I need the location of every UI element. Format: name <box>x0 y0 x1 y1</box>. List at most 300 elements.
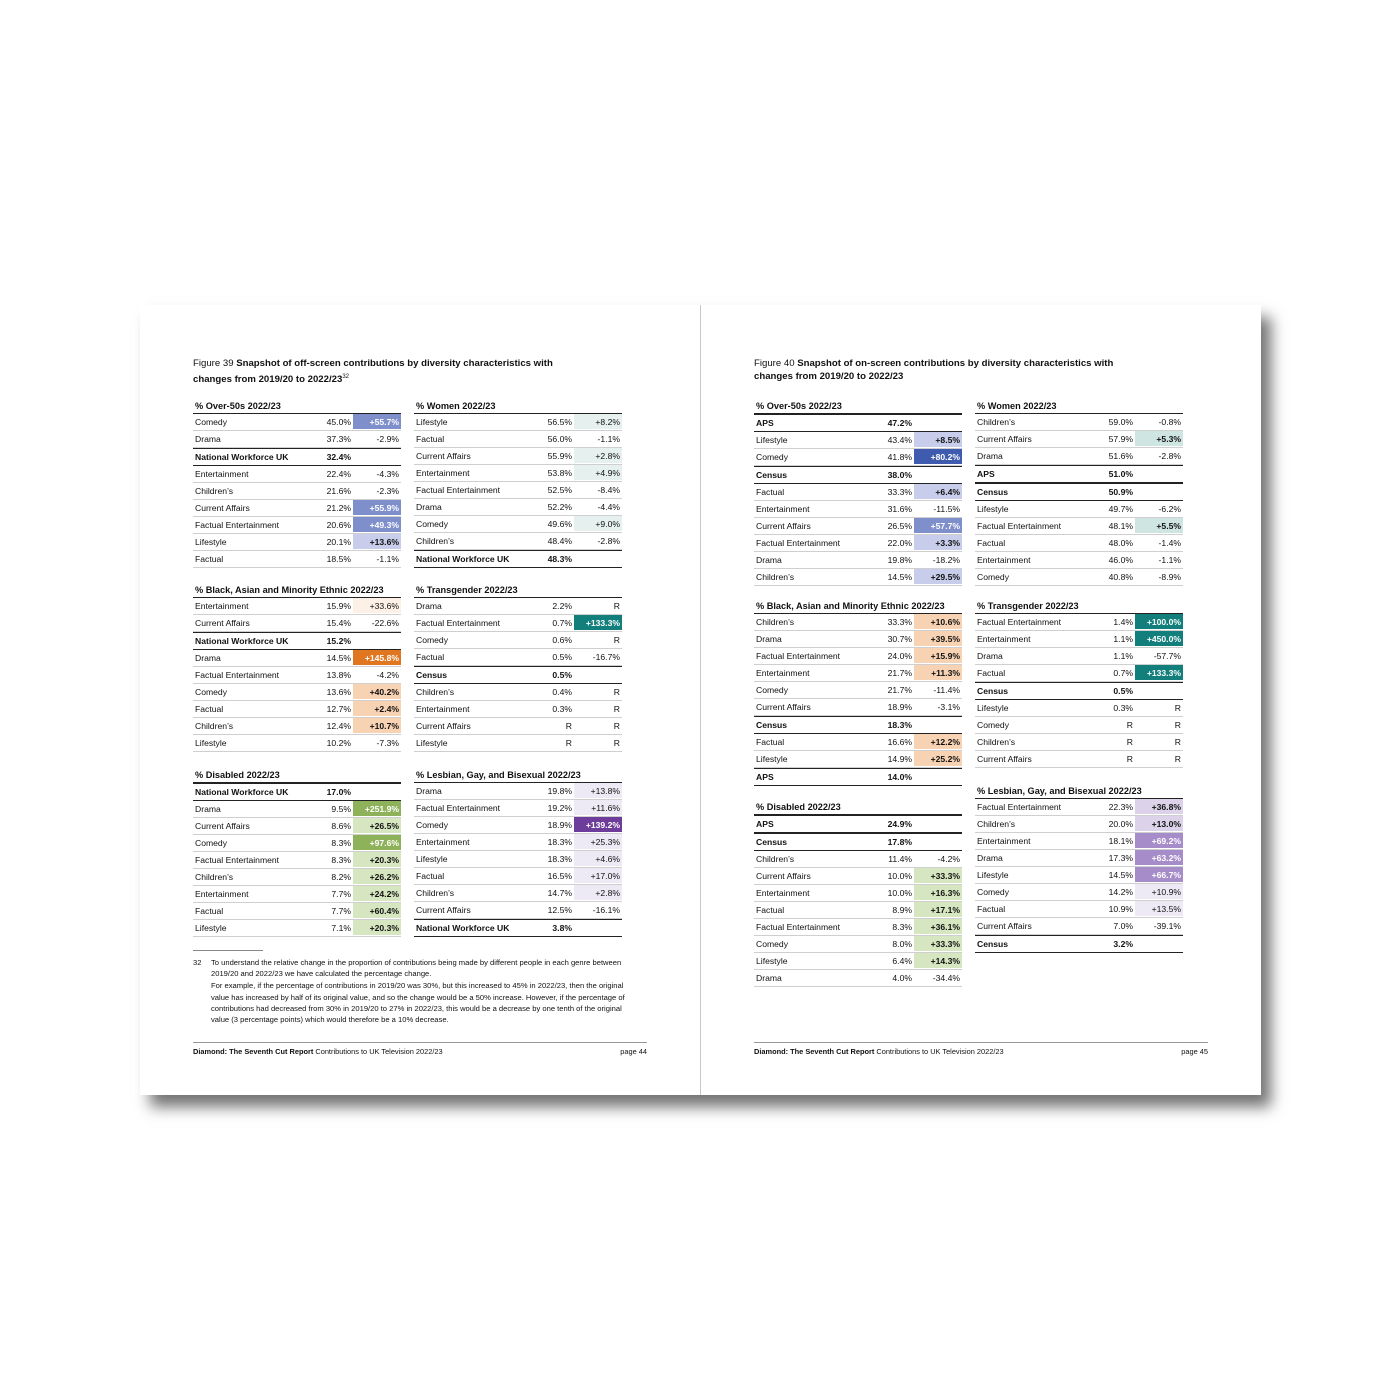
footer-subtitle: Contributions to UK Television 2022/23 <box>876 1047 1004 1056</box>
row-value: 7.1% <box>331 923 351 933</box>
table-row <box>414 598 622 615</box>
row-label: Lifestyle <box>416 417 448 427</box>
row-change: +11.3% <box>914 665 962 680</box>
data-table <box>754 400 962 586</box>
row-value: 18.5% <box>326 554 351 564</box>
row-value: R <box>1126 720 1133 730</box>
row-change: R <box>613 601 620 611</box>
row-label: Factual Entertainment <box>977 802 1062 812</box>
row-change: +2.8% <box>574 448 622 463</box>
table-row <box>975 518 1183 535</box>
row-change: +133.3% <box>1135 665 1183 680</box>
table-row <box>754 699 962 716</box>
table-row <box>754 614 962 631</box>
row-label: Factual <box>756 905 785 915</box>
row-label: Children’s <box>416 888 455 898</box>
row-value: 26.5% <box>887 521 912 531</box>
row-change: R <box>613 687 620 697</box>
row-value: 3.8% <box>552 923 572 933</box>
row-value: 56.0% <box>547 434 572 444</box>
row-label: Comedy <box>416 635 448 645</box>
row-label: Lifestyle <box>756 956 788 966</box>
row-change: -1.1% <box>597 434 620 444</box>
figure-label: Figure 39 <box>193 358 234 369</box>
row-value: 10.9% <box>1108 904 1133 914</box>
row-value: 10.0% <box>887 871 912 881</box>
benchmark-row <box>975 465 1183 483</box>
table-row <box>193 869 401 886</box>
row-label: Census <box>977 487 1009 497</box>
row-label: Comedy <box>756 452 788 462</box>
row-label: Children’s <box>195 486 234 496</box>
row-change: +25.3% <box>574 834 622 849</box>
row-value: 15.4% <box>326 618 351 628</box>
row-label: Factual <box>977 668 1006 678</box>
row-change: +5.3% <box>1135 431 1183 446</box>
figure-title-text: Snapshot of on-screen contributions by diversity characteristics with changes from 2019/20 to 2022/23 <box>754 358 1114 382</box>
row-value: 55.9% <box>547 451 572 461</box>
row-value: 17.3% <box>1108 853 1133 863</box>
row-change: +49.3% <box>353 517 401 532</box>
table-row <box>754 552 962 569</box>
row-label: Drama <box>416 502 442 512</box>
row-change: +33.6% <box>353 598 401 613</box>
row-label: Census <box>756 470 788 480</box>
table-title: % Black, Asian and Minority Ethnic 2022/23 <box>193 584 401 598</box>
row-change: -4.3% <box>376 469 399 479</box>
row-label: Factual Entertainment <box>756 922 841 932</box>
row-label: Drama <box>416 786 442 796</box>
row-label: Comedy <box>195 417 227 427</box>
row-change <box>353 449 401 464</box>
table-row <box>414 632 622 649</box>
row-change: -4.2% <box>376 670 399 680</box>
row-label: Factual <box>195 554 224 564</box>
page-45 <box>701 305 1261 1095</box>
row-value: 47.2% <box>887 418 912 428</box>
table-row <box>414 718 622 735</box>
row-value: 2.2% <box>552 601 572 611</box>
table-row <box>975 867 1183 884</box>
row-label: Lifestyle <box>195 923 227 933</box>
row-value: 8.2% <box>331 872 351 882</box>
table-row <box>975 631 1183 648</box>
table-row <box>754 518 962 535</box>
row-value: 6.4% <box>892 956 912 966</box>
row-label: Children’s <box>977 819 1016 829</box>
row-label: Comedy <box>977 720 1009 730</box>
row-change: +4.9% <box>574 465 622 480</box>
row-value: 14.7% <box>547 888 572 898</box>
row-value: 33.3% <box>887 487 912 497</box>
row-value: 0.7% <box>1113 668 1133 678</box>
row-change: -4.4% <box>597 502 620 512</box>
row-value: 8.0% <box>892 939 912 949</box>
row-label: Entertainment <box>195 889 249 899</box>
row-change: -1.4% <box>1158 538 1181 548</box>
table-row <box>754 902 962 919</box>
table-row <box>193 598 401 615</box>
row-change: -1.1% <box>1158 555 1181 565</box>
table-row <box>754 885 962 902</box>
row-label: Current Affairs <box>977 434 1032 444</box>
table-row <box>193 466 401 483</box>
row-change: -39.1% <box>1153 921 1181 931</box>
row-value: 8.3% <box>892 922 912 932</box>
table-row <box>414 834 622 851</box>
row-change: +5.5% <box>1135 518 1183 533</box>
row-label: Lifestyle <box>756 754 788 764</box>
benchmark-row <box>754 768 962 786</box>
row-change <box>353 633 401 648</box>
table-title: % Over-50s 2022/23 <box>754 400 962 414</box>
row-value: 21.2% <box>326 503 351 513</box>
row-change: -0.8% <box>1158 417 1181 427</box>
table-row <box>414 800 622 817</box>
table-row <box>414 431 622 448</box>
table-row <box>754 501 962 518</box>
table-row <box>754 919 962 936</box>
row-change: +8.5% <box>914 432 962 447</box>
row-value: 1.4% <box>1113 617 1133 627</box>
row-value: 49.6% <box>547 519 572 529</box>
row-change: +17.1% <box>914 902 962 917</box>
row-change: +24.2% <box>353 886 401 901</box>
row-label: Entertainment <box>416 704 470 714</box>
table-row <box>414 902 622 919</box>
row-change: +97.6% <box>353 835 401 850</box>
row-value: 17.8% <box>887 837 912 847</box>
table-title: % Over-50s 2022/23 <box>193 400 401 414</box>
row-value: 8.3% <box>331 838 351 848</box>
row-change: R <box>1174 737 1181 747</box>
row-change: +20.3% <box>353 852 401 867</box>
row-change <box>914 769 962 784</box>
table-row <box>975 501 1183 518</box>
row-change: R <box>613 738 620 748</box>
row-value: 24.0% <box>887 651 912 661</box>
row-value: 33.3% <box>887 617 912 627</box>
row-change <box>353 784 401 799</box>
benchmark-row <box>975 682 1183 700</box>
table-row <box>193 718 401 735</box>
footnote-number: 32 <box>193 958 202 967</box>
row-value: 59.0% <box>1108 417 1133 427</box>
table-row <box>975 833 1183 850</box>
row-change: -2.3% <box>376 486 399 496</box>
row-value: 19.8% <box>887 555 912 565</box>
table-row <box>193 801 401 818</box>
table-row <box>754 868 962 885</box>
table-row <box>975 665 1183 682</box>
row-label: Drama <box>756 555 782 565</box>
row-label: Factual <box>416 434 445 444</box>
row-value: 12.7% <box>326 704 351 714</box>
row-value: 20.6% <box>326 520 351 530</box>
footer-report-title: Diamond: The Seventh Cut Report <box>193 1047 314 1056</box>
row-change: -8.9% <box>1158 572 1181 582</box>
row-label: Drama <box>756 973 782 983</box>
row-change: +2.4% <box>353 701 401 716</box>
table-row <box>754 851 962 868</box>
row-label: Entertainment <box>756 504 810 514</box>
row-label: Entertainment <box>756 668 810 678</box>
row-change: +15.9% <box>914 648 962 663</box>
row-value: 48.0% <box>1108 538 1133 548</box>
row-change <box>1135 683 1183 698</box>
table-row <box>193 852 401 869</box>
row-change: -22.6% <box>371 618 399 628</box>
row-value: 14.9% <box>887 754 912 764</box>
row-label: Drama <box>195 434 221 444</box>
row-value: 32.4% <box>326 452 351 462</box>
table-row <box>193 886 401 903</box>
row-change: +33.3% <box>914 868 962 883</box>
row-change: -1.1% <box>376 554 399 564</box>
row-change: -4.2% <box>937 854 960 864</box>
row-value: 57.9% <box>1108 434 1133 444</box>
data-table <box>414 400 622 568</box>
row-label: Comedy <box>195 687 227 697</box>
table-row <box>754 631 962 648</box>
row-change: +66.7% <box>1135 867 1183 882</box>
row-value: 7.7% <box>331 906 351 916</box>
row-value: 40.8% <box>1108 572 1133 582</box>
row-label: National Workforce UK <box>195 636 289 646</box>
table-row <box>193 483 401 500</box>
data-table <box>754 600 962 786</box>
table-row <box>414 649 622 666</box>
row-value: 38.0% <box>887 470 912 480</box>
row-value: 0.3% <box>1113 703 1133 713</box>
table-row <box>193 517 401 534</box>
footnote-rule <box>193 950 263 951</box>
row-value: 22.4% <box>326 469 351 479</box>
row-value: 45.0% <box>326 417 351 427</box>
table-row <box>414 615 622 632</box>
table-title: % Lesbian, Gay, and Bisexual 2022/23 <box>975 785 1183 799</box>
row-label: Current Affairs <box>416 451 471 461</box>
table-row <box>754 970 962 987</box>
row-change <box>574 551 622 566</box>
row-change: +26.2% <box>353 869 401 884</box>
table-row <box>975 751 1183 768</box>
benchmark-row <box>975 483 1183 501</box>
benchmark-row <box>414 550 622 568</box>
row-change: +26.5% <box>353 818 401 833</box>
row-change: -2.9% <box>376 434 399 444</box>
table-row <box>414 817 622 834</box>
table-row <box>754 936 962 953</box>
row-value: 21.7% <box>887 668 912 678</box>
row-label: Children’s <box>756 617 795 627</box>
data-table <box>414 584 622 752</box>
row-value: 52.2% <box>547 502 572 512</box>
table-row <box>754 569 962 586</box>
row-value: 8.3% <box>331 855 351 865</box>
row-value: 19.8% <box>547 786 572 796</box>
table-title: % Black, Asian and Minority Ethnic 2022/23 <box>754 600 962 614</box>
row-value: 18.1% <box>1108 836 1133 846</box>
page-number: page 45 <box>1181 1047 1208 1056</box>
table-title: % Women 2022/23 <box>414 400 622 414</box>
row-label: Factual <box>756 487 785 497</box>
benchmark-row <box>414 919 622 937</box>
row-label: Census <box>416 670 448 680</box>
row-label: Children’s <box>416 536 455 546</box>
data-table <box>754 801 962 987</box>
row-value: 14.5% <box>887 572 912 582</box>
row-value: 8.6% <box>331 821 351 831</box>
table-row <box>754 535 962 552</box>
row-label: Factual <box>756 737 785 747</box>
row-label: Current Affairs <box>416 721 471 731</box>
row-value: 21.6% <box>326 486 351 496</box>
row-value: 10.2% <box>326 738 351 748</box>
data-table <box>414 769 622 937</box>
table-row <box>414 701 622 718</box>
row-value: 16.5% <box>547 871 572 881</box>
row-label: Lifestyle <box>195 738 227 748</box>
row-value: 1.1% <box>1113 634 1133 644</box>
row-value: 14.5% <box>326 653 351 663</box>
row-change: -34.4% <box>932 973 960 983</box>
row-value: 21.7% <box>887 685 912 695</box>
benchmark-row <box>193 632 401 650</box>
row-label: APS <box>756 418 774 428</box>
benchmark-row <box>975 935 1183 953</box>
table-row <box>414 851 622 868</box>
row-change: +13.6% <box>353 534 401 549</box>
row-value: 53.8% <box>547 468 572 478</box>
table-row <box>414 448 622 465</box>
row-change: +139.2% <box>574 817 622 832</box>
row-label: Comedy <box>977 887 1009 897</box>
row-label: Factual <box>416 871 445 881</box>
row-label: Children’s <box>977 417 1016 427</box>
row-change: +17.0% <box>574 868 622 883</box>
row-value: 7.0% <box>1113 921 1133 931</box>
row-label: Drama <box>977 451 1003 461</box>
row-value: 9.5% <box>331 804 351 814</box>
row-label: Census <box>977 939 1009 949</box>
row-value: 14.2% <box>1108 887 1133 897</box>
row-change: +13.5% <box>1135 901 1183 916</box>
row-change: +33.3% <box>914 936 962 951</box>
row-value: 46.0% <box>1108 555 1133 565</box>
row-change: +13.8% <box>574 783 622 798</box>
row-change: +60.4% <box>353 903 401 918</box>
row-value: 10.0% <box>887 888 912 898</box>
table-row <box>975 448 1183 465</box>
row-label: Drama <box>416 601 442 611</box>
row-value: 12.5% <box>547 905 572 915</box>
row-change: +25.2% <box>914 751 962 766</box>
row-label: Factual <box>416 652 445 662</box>
row-value: 14.5% <box>1108 870 1133 880</box>
row-change: -11.4% <box>933 685 960 695</box>
table-row <box>754 432 962 449</box>
table-row <box>414 684 622 701</box>
row-change: +2.8% <box>574 885 622 900</box>
table-row <box>754 751 962 768</box>
row-change <box>1135 466 1183 481</box>
row-label: Children’s <box>756 854 795 864</box>
table-row <box>754 484 962 501</box>
row-label: Lifestyle <box>977 504 1009 514</box>
row-value: 48.4% <box>547 536 572 546</box>
row-change: -18.2% <box>932 555 960 565</box>
table-row <box>975 717 1183 734</box>
table-row <box>414 516 622 533</box>
row-change: +251.9% <box>353 801 401 816</box>
table-row <box>193 667 401 684</box>
footnote-paragraph: For example, if the percentage of contributions in 2019/20 was 30%, but this increased to 45% in 2022/23, then the original value has increased by half of its original value, and so the change would be a 50% increase. However, if the percentage of contributions had decreased from 30% in 2019/20 to 27% in 2022/23, this would be a decrease by one tenth of the original value (3 percentage points) which would therefore be a 10% decrease. <box>211 981 625 1025</box>
row-label: Current Affairs <box>756 702 811 712</box>
table-row <box>975 901 1183 918</box>
row-label: Children’s <box>977 737 1016 747</box>
row-value: 15.2% <box>326 636 351 646</box>
benchmark-row <box>193 448 401 466</box>
row-value: 14.0% <box>887 772 912 782</box>
table-row <box>193 735 401 752</box>
table-row <box>975 614 1183 631</box>
row-change: R <box>613 704 620 714</box>
row-change: +80.2% <box>914 449 962 464</box>
row-value: 50.9% <box>1108 487 1133 497</box>
table-row <box>975 648 1183 665</box>
benchmark-row <box>414 666 622 684</box>
table-row <box>975 535 1183 552</box>
row-label: Factual <box>977 538 1006 548</box>
row-change: +13.0% <box>1135 816 1183 831</box>
row-label: Entertainment <box>977 836 1031 846</box>
row-label: Current Affairs <box>195 618 250 628</box>
benchmark-row <box>754 466 962 484</box>
benchmark-row <box>754 833 962 851</box>
row-value: 18.9% <box>887 702 912 712</box>
row-change: +10.7% <box>353 718 401 733</box>
row-label: Children’s <box>756 572 795 582</box>
page-footer <box>754 1042 1208 1059</box>
table-row <box>975 431 1183 448</box>
row-change: -2.8% <box>1158 451 1181 461</box>
table-row <box>414 735 622 752</box>
row-change: +8.2% <box>574 414 622 429</box>
row-label: Lifestyle <box>416 854 448 864</box>
figure-title-text: Snapshot of off-screen contributions by diversity characteristics with changes from 2019/20 to 2022/23 <box>193 358 553 385</box>
row-change: +57.7% <box>914 518 962 533</box>
row-label: Factual Entertainment <box>416 485 501 495</box>
table-row <box>754 648 962 665</box>
table-row <box>193 684 401 701</box>
row-value: R <box>565 721 572 731</box>
row-label: Comedy <box>195 838 227 848</box>
footnote <box>193 950 625 1026</box>
row-change: +36.1% <box>914 919 962 934</box>
row-label: Factual Entertainment <box>756 538 841 548</box>
row-label: Current Affairs <box>756 521 811 531</box>
row-label: Current Affairs <box>977 754 1032 764</box>
table-title: % Women 2022/23 <box>975 400 1183 414</box>
benchmark-row <box>193 783 401 801</box>
table-row <box>414 465 622 482</box>
row-value: 30.7% <box>887 634 912 644</box>
table-title: % Transgender 2022/23 <box>975 600 1183 614</box>
table-row <box>754 682 962 699</box>
row-label: Entertainment <box>977 634 1031 644</box>
table-row <box>414 414 622 431</box>
